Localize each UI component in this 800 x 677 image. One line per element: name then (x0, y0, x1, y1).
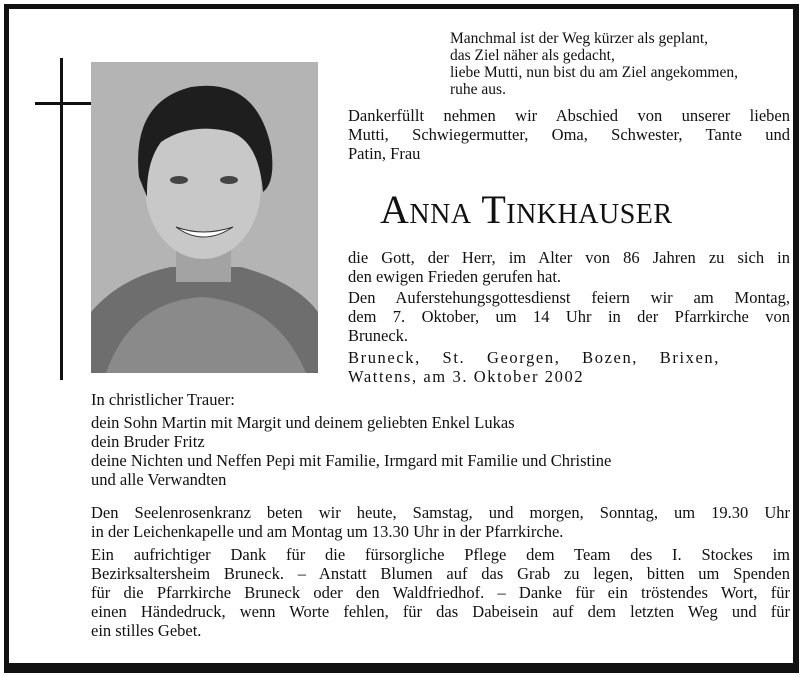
thanks-line: Bezirksaltersheim Bruneck. – Anstatt Blumen auf das Grab zu legen, bitten um Spenden (91, 564, 790, 583)
mourner-line: und alle Verwandten (91, 470, 227, 489)
thanks-line: ein stilles Gebet. (91, 621, 202, 640)
mourners (91, 413, 611, 489)
place-date-line: Bruneck, St. Georgen, Bozen, Brixen, (348, 348, 720, 367)
intro-line: Mutti, Schwiegermutter, Oma, Schwester, Tante und (348, 125, 790, 144)
funeral-line: Bruneck. (348, 326, 409, 345)
cross-icon-bar (35, 102, 91, 105)
mourning-heading: In christlicher Trauer: (91, 390, 235, 409)
intro (348, 106, 790, 163)
thanks-line: Ein aufrichtiger Dank für die fürsorgliche Pflege dem Team des I. Stockes im (91, 545, 790, 564)
poem-line: ruhe aus. (450, 81, 506, 98)
funeral-info (348, 288, 790, 345)
rosary-info (91, 503, 790, 541)
death-line: die Gott, der Herr, im Alter von 86 Jahren zu sich in (348, 248, 790, 267)
rosary-line: in der Leichenkapelle und am Montag um 13.30 Uhr in der Pfarrkirche. (91, 522, 564, 541)
mourner-line: deine Nichten und Neffen Pepi mit Familie, Irmgard mit Familie und Christine (91, 451, 612, 470)
intro-line: Dankerfüllt nehmen wir Abschied von unserer lieben (348, 106, 790, 125)
death-line: den ewigen Frieden gerufen hat. (348, 267, 562, 286)
poem (450, 30, 738, 98)
deceased-name: Anna Tinkhauser (380, 187, 673, 232)
rosary-line: Den Seelenrosenkranz beten wir heute, Samstag, und morgen, Sonntag, um 19.30 Uhr (91, 503, 790, 522)
funeral-line: Den Auferstehungsgottesdienst feiern wir am Montag, (348, 288, 790, 307)
funeral-line: dem 7. Oktober, um 14 Uhr in der Pfarrkirche von (348, 307, 790, 326)
cross-icon (60, 58, 63, 380)
thanks-line: für die Pfarrkirche Bruneck oder den Waldfriedhof. – Danke für ein tröstendes Wort, für (91, 583, 790, 602)
poem-line: das Ziel näher als gedacht, (450, 47, 615, 64)
thanks-line: einen Händedruck, wenn Worte fehlen, für das Dabeisein auf dem letzten Weg und für (91, 602, 790, 621)
intro-line: Patin, Frau (348, 144, 421, 163)
poem-line: Manchmal ist der Weg kürzer als geplant, (450, 30, 709, 47)
mourner-line: dein Bruder Fritz (91, 432, 205, 451)
portrait-photo (91, 62, 318, 373)
death-notice (348, 248, 790, 286)
mourner-line: dein Sohn Martin mit Margit und deinem geliebten Enkel Lukas (91, 413, 515, 432)
place-date-line: Wattens, am 3. Oktober 2002 (348, 367, 585, 386)
poem-line: liebe Mutti, nun bist du am Ziel angekommen, (450, 64, 738, 81)
thanks (91, 545, 790, 640)
place-date (348, 348, 720, 386)
